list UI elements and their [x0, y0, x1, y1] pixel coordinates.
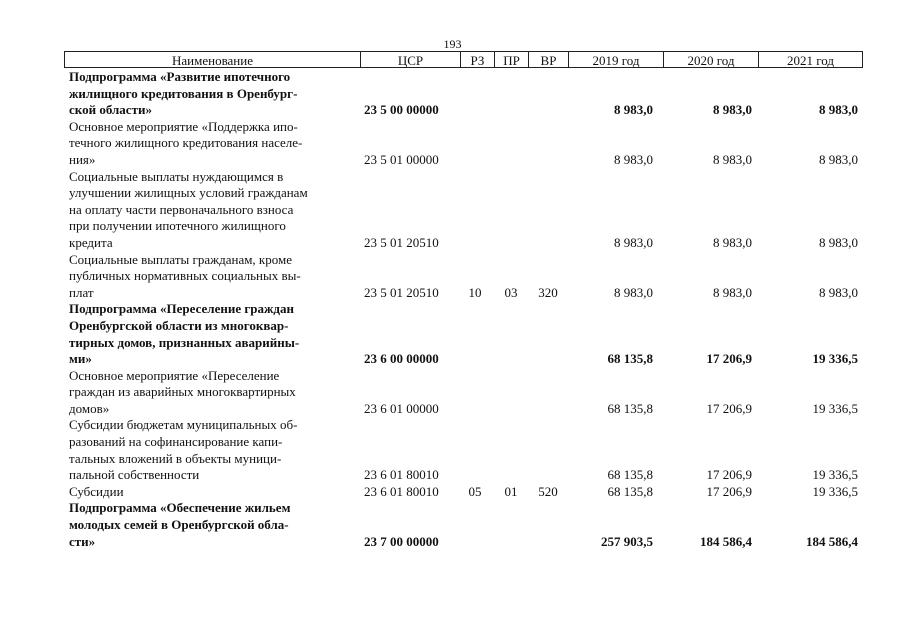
table-row [0, 252, 905, 302]
table-body [0, 69, 905, 550]
row-name: Подпрограмма «Развитие ипотечного жилищного кредитования в Оренбург- ской области» [69, 69, 298, 118]
value-2021-cell: 8 983,0 [819, 284, 858, 300]
value-2021-cell: 8 983,0 [819, 102, 858, 118]
header-2019: 2019 год [568, 51, 663, 68]
value-2020-cell: 17 206,9 [706, 351, 752, 367]
value-2020-cell: 8 983,0 [713, 284, 752, 300]
value-2020-cell: 8 983,0 [713, 234, 752, 250]
page-number: 193 [443, 37, 462, 51]
value-2021-cell: 8 983,0 [819, 151, 858, 167]
value-2021-cell: 184 586,4 [806, 533, 858, 549]
value-2021-cell: 19 336,5 [812, 467, 858, 483]
csr-cell: 23 5 01 20510 [364, 284, 439, 300]
value-2021-cell: 19 336,5 [812, 400, 858, 416]
csr-cell: 23 6 01 80010 [364, 467, 439, 483]
header-2021: 2021 год [758, 51, 863, 68]
value-2019-cell: 8 983,0 [614, 284, 653, 300]
rz-cell: 10 [468, 284, 482, 300]
table-row [0, 417, 905, 483]
value-2021-cell: 19 336,5 [812, 351, 858, 367]
row-name: Социальные выплаты нуждающимся в улучшении жилищных условий гражданам на оплату части первоначального взноса при получении ипотечного жилищного кредита [69, 168, 308, 250]
table-row [0, 500, 905, 550]
table-row [0, 69, 905, 119]
header-csr: ЦСР [360, 51, 460, 68]
header-vr: ВР [528, 51, 568, 68]
table-row [0, 119, 905, 169]
header-rz: РЗ [460, 51, 494, 68]
rz-cell: 05 [468, 483, 482, 499]
csr-cell: 23 6 01 00000 [364, 400, 439, 416]
vr-cell: 320 [538, 284, 558, 300]
pr-cell: 01 [504, 483, 518, 499]
csr-cell: 23 6 00 00000 [364, 351, 439, 367]
row-name: Подпрограмма «Обеспечение жильем молодых семей в Оренбургской обла- сти» [69, 500, 291, 549]
value-2019-cell: 68 135,8 [607, 400, 653, 416]
csr-cell: 23 5 00 00000 [364, 102, 439, 118]
table-row [0, 484, 905, 501]
row-name: Основное мероприятие «Поддержка ипо- течного жилищного кредитования населе- ния» [69, 118, 303, 167]
table-row [0, 169, 905, 252]
value-2020-cell: 17 206,9 [706, 467, 752, 483]
value-2019-cell: 68 135,8 [607, 467, 653, 483]
value-2020-cell: 17 206,9 [706, 400, 752, 416]
header-name: Наименование [64, 51, 360, 68]
value-2020-cell: 8 983,0 [713, 102, 752, 118]
table-row [0, 368, 905, 418]
value-2019-cell: 68 135,8 [607, 483, 653, 499]
csr-cell: 23 7 00 00000 [364, 533, 439, 549]
table-row [0, 301, 905, 367]
row-name: Субсидии [69, 483, 124, 499]
row-name: Основное мероприятие «Переселение граждан из аварийных многоквартирных домов» [69, 367, 296, 416]
value-2019-cell: 68 135,8 [607, 351, 653, 367]
value-2021-cell: 8 983,0 [819, 234, 858, 250]
value-2021-cell: 19 336,5 [812, 483, 858, 499]
pr-cell: 03 [504, 284, 518, 300]
row-name: Подпрограмма «Переселение граждан Оренбургской области из многоквар- тирных домов, признанных аварийны- ми» [69, 301, 300, 367]
value-2019-cell: 8 983,0 [614, 234, 653, 250]
value-2019-cell: 8 983,0 [614, 151, 653, 167]
value-2020-cell: 184 586,4 [700, 533, 752, 549]
value-2020-cell: 17 206,9 [706, 483, 752, 499]
csr-cell: 23 5 01 20510 [364, 234, 439, 250]
row-name: Социальные выплаты гражданам, кроме публичных нормативных социальных вы- плат [69, 251, 301, 300]
csr-cell: 23 5 01 00000 [364, 151, 439, 167]
row-name: Субсидии бюджетам муниципальных об- разований на софинансирование капи- тальных вложений в объекты муници- пальной собственности [69, 417, 298, 483]
csr-cell: 23 6 01 80010 [364, 483, 439, 499]
header-pr: ПР [494, 51, 528, 68]
header-2020: 2020 год [663, 51, 758, 68]
vr-cell: 520 [538, 483, 558, 499]
value-2019-cell: 257 903,5 [601, 533, 653, 549]
value-2020-cell: 8 983,0 [713, 151, 752, 167]
value-2019-cell: 8 983,0 [614, 102, 653, 118]
